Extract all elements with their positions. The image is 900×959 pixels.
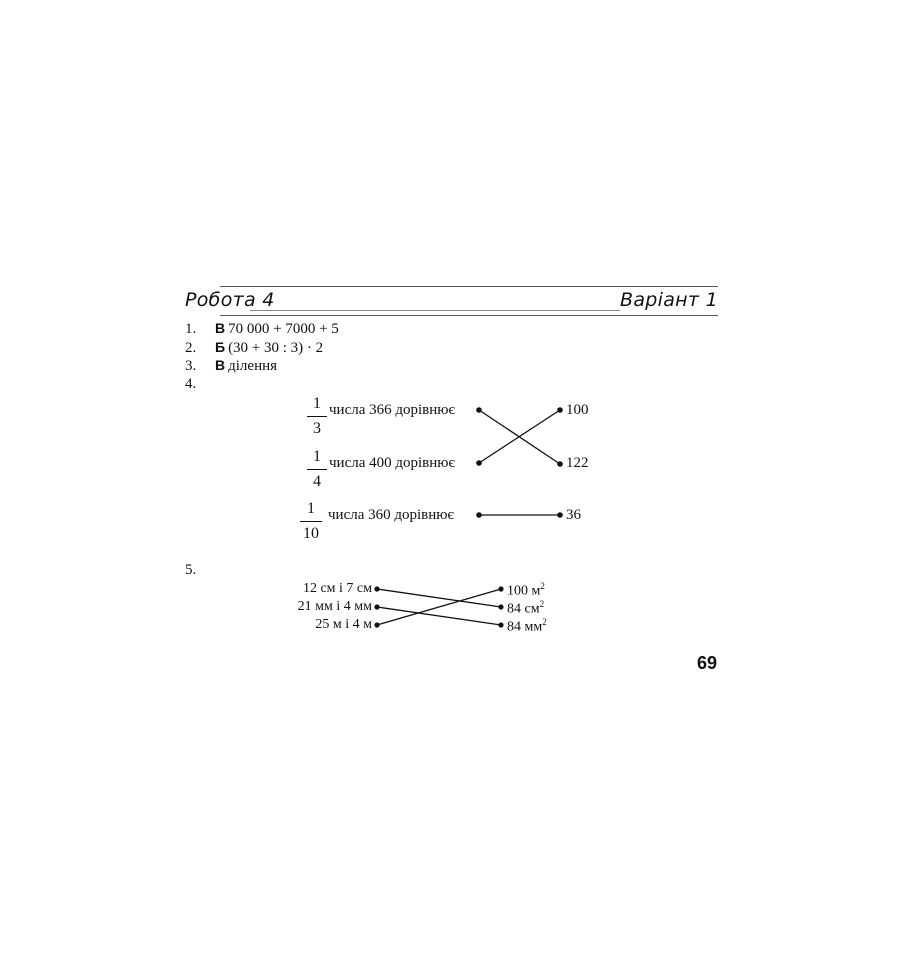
task5-right-2: 84 $см^2$ — [507, 599, 545, 617]
dot — [374, 604, 379, 609]
dot — [476, 407, 482, 413]
dot — [498, 586, 503, 591]
dot — [557, 461, 563, 467]
task5-left-3: 25 м і 4 м — [315, 617, 372, 632]
task4-value-100: 100 — [566, 402, 589, 418]
fraction-one-quarter: 1 4 — [305, 447, 329, 492]
variant-title: Варіант 1 — [620, 289, 718, 311]
task5-right-3: 84 $мм^2$ — [507, 617, 547, 635]
task4-value-36: 36 — [566, 507, 581, 523]
fraction-one-tenth: 1 10 — [298, 499, 324, 544]
task5-left-1: 12 см і 7 см — [302, 581, 372, 596]
work-title: Робота 4 — [185, 289, 275, 311]
task4-value-122: 122 — [566, 455, 589, 471]
dot — [498, 604, 503, 609]
item-answer-letter: В — [215, 357, 226, 373]
dot — [498, 622, 503, 627]
dot — [374, 586, 379, 591]
dot — [476, 512, 482, 518]
task5-line-2 — [377, 607, 501, 625]
task5-line-1 — [377, 589, 501, 607]
item-number: 4. — [185, 376, 197, 392]
dot — [476, 460, 482, 466]
fraction-one-third: 1 3 — [305, 394, 329, 439]
page-number: 69 — [696, 653, 717, 673]
task5-left-2: 21 мм і 4 мм — [297, 599, 372, 614]
item-number: 5. — [185, 562, 197, 578]
dot — [557, 512, 563, 518]
task4-phrase-1: числа 366 дорівнює — [329, 402, 455, 418]
item-answer-text: 70 000 + 7000 + 5 — [228, 321, 339, 337]
item-answer-letter: Б — [215, 339, 226, 355]
item-number: 2. — [185, 340, 197, 356]
task4-phrase-2: числа 400 дорівнює — [329, 455, 455, 471]
task5-right-1: 100 $м^2$ — [507, 581, 545, 599]
item-answer-text: (30 + 30 : 3) · 2 — [228, 340, 324, 356]
item-answer-letter: В — [215, 320, 226, 336]
task5-line-3 — [377, 589, 501, 625]
task4-phrase-3: числа 360 дорівнює — [328, 507, 454, 523]
dot — [374, 622, 379, 627]
dot — [557, 407, 563, 413]
item-number: 3. — [185, 358, 197, 374]
item-answer-text: ділення — [228, 358, 278, 374]
item-number: 1. — [185, 321, 197, 337]
